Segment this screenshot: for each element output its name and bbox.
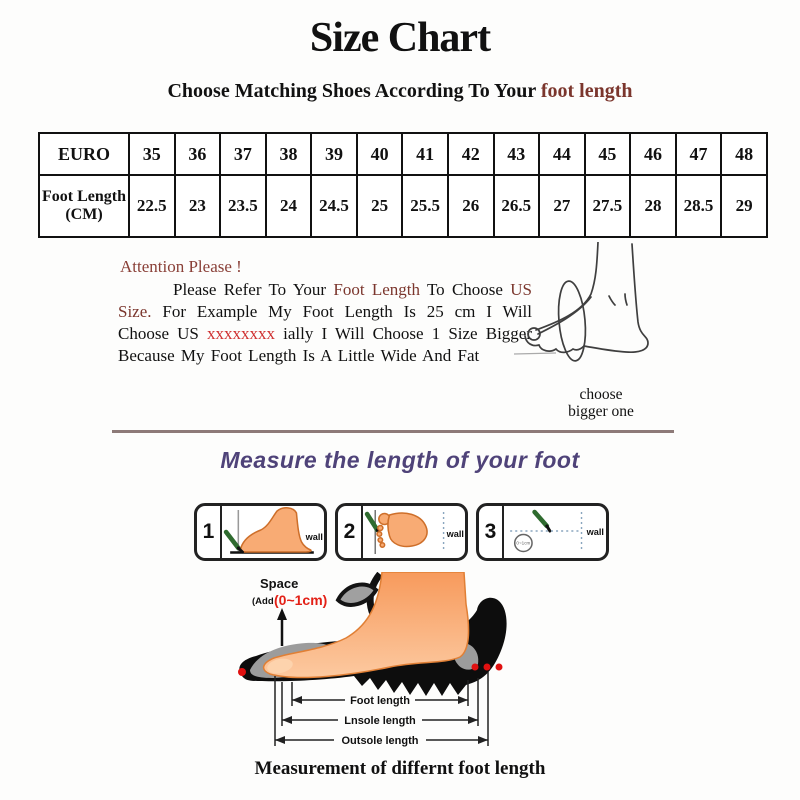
euro-size-cell: 35 — [129, 133, 175, 175]
footlength-cell: 27.5 — [585, 175, 631, 237]
measure-step-panel-1 — [194, 503, 327, 561]
subtitle-highlight: foot length — [540, 80, 633, 102]
euro-size-cell: 40 — [357, 133, 403, 175]
heel-marker-dot — [496, 664, 503, 671]
step-number: 3 — [479, 506, 504, 558]
footlength-cell: 23 — [175, 175, 221, 237]
euro-size-cell: 39 — [311, 133, 357, 175]
footlength-cell: 24.5 — [311, 175, 357, 237]
attention-paragraph — [118, 279, 532, 367]
footlength-cell: 25 — [357, 175, 403, 237]
footlength-cell: 26.5 — [494, 175, 540, 237]
euro-size-cell: 36 — [175, 133, 221, 175]
foot-side-illustration — [240, 508, 311, 552]
attention-text: ially I Will Choose 1 Size Bigger Because My Foot Length Is A Little Wide And Fat — [118, 324, 532, 365]
table-row-euro — [39, 133, 767, 175]
sketch-toes-line — [525, 336, 584, 352]
subtitle-text: Choose Matching Shoes According To Your — [167, 80, 541, 102]
wall-label: wall — [305, 532, 323, 542]
sketch-leg-left-line — [536, 242, 598, 330]
euro-size-cell: 44 — [539, 133, 585, 175]
attention-text: Please Refer To Your — [173, 280, 334, 299]
footlength-cell: 22.5 — [129, 175, 175, 237]
dimension-insole-length — [282, 715, 478, 727]
footlength-cell: 26 — [448, 175, 494, 237]
footlength-cell: 27 — [539, 175, 585, 237]
measure-step-panel-2 — [335, 503, 468, 561]
footlength-cell: 25.5 — [402, 175, 448, 237]
outsole-length-label: Outsole length — [341, 735, 419, 747]
euro-header-cell: EURO — [39, 133, 129, 175]
sketch-pointer-line — [514, 353, 556, 354]
step2-graphic — [363, 506, 465, 558]
allowance-circle-label: 0~1cm — [516, 540, 531, 546]
euro-size-cell: 41 — [402, 133, 448, 175]
euro-size-cell: 45 — [585, 133, 631, 175]
footlength-cell: 28 — [630, 175, 676, 237]
space-label: Space — [260, 576, 299, 591]
foot-measurement-diagram — [230, 572, 575, 762]
footlength-cell: 28.5 — [676, 175, 722, 237]
step-number: 2 — [338, 506, 363, 558]
euro-size-cell: 46 — [630, 133, 676, 175]
pencil-icon — [226, 532, 238, 548]
euro-size-cell: 37 — [220, 133, 266, 175]
sketch-ankle-mark — [625, 294, 627, 305]
size-table — [38, 132, 768, 238]
step3-illustration — [504, 506, 606, 558]
measure-heading: Measure the length of your foot — [220, 447, 580, 473]
measure-step-panel-3 — [476, 503, 609, 561]
attention-redacted-x: xxxxxxxx — [206, 324, 275, 343]
space-add-prefix: (Add — [252, 596, 274, 607]
step3-graphic — [504, 506, 606, 558]
attention-heading: Attention Please ! — [120, 257, 242, 276]
bottom-caption: Measurement of differnt foot length — [254, 758, 546, 779]
section-divider — [112, 430, 674, 433]
step1-graphic — [222, 506, 324, 558]
heel-marker-dot — [472, 664, 479, 671]
dimension-outsole-length — [275, 735, 488, 747]
attention-highlight-foot-length: Foot Length — [333, 280, 420, 299]
footlength-header-cell: Foot Length (CM) — [39, 175, 129, 237]
euro-size-cell: 48 — [721, 133, 767, 175]
table-row-footlength — [39, 175, 767, 237]
attention-highlight-us-size: US Size. — [118, 280, 532, 321]
heel-marker-dot — [484, 664, 491, 671]
footlength-cell: 24 — [266, 175, 312, 237]
sketch-caption — [540, 386, 662, 420]
footlength-cell: 29 — [721, 175, 767, 237]
page-title: Size Chart — [309, 15, 491, 61]
attention-note — [118, 256, 532, 367]
wall-label: wall — [446, 529, 464, 539]
attention-text: To Choose — [419, 280, 511, 299]
space-add-value: (0~1cm) — [274, 592, 328, 608]
dimension-foot-length — [292, 695, 468, 707]
pencil-tip-icon — [547, 526, 550, 531]
insole-length-label: Lnsole length — [344, 715, 416, 727]
euro-size-cell: 43 — [494, 133, 540, 175]
step1-illustration — [222, 506, 324, 558]
subtitle — [0, 80, 800, 103]
sketch-caption-line2: bigger one — [568, 403, 634, 420]
sketch-ankle-mark — [609, 296, 615, 305]
sketch-instep-line — [538, 297, 591, 334]
attention-text: For Example My Foot Length Is 25 cm I Will Choose US — [118, 302, 532, 343]
sketch-leg-right-line — [584, 244, 648, 352]
step-number: 1 — [197, 506, 222, 558]
footprint-illustration — [377, 513, 427, 547]
space-arrow-head — [277, 608, 287, 620]
footlength-cell: 23.5 — [220, 175, 266, 237]
pencil-icon — [535, 512, 547, 526]
measure-steps — [194, 503, 609, 561]
euro-size-cell: 47 — [676, 133, 722, 175]
euro-size-cell: 42 — [448, 133, 494, 175]
front-marker-dot — [238, 668, 246, 676]
wall-label: wall — [586, 527, 604, 537]
euro-size-cell: 38 — [266, 133, 312, 175]
foot-length-label: Foot length — [350, 695, 410, 707]
sketch-caption-line1: choose — [579, 386, 623, 403]
foot-side-sketch-illustration — [512, 242, 708, 370]
step2-illustration — [363, 506, 465, 558]
